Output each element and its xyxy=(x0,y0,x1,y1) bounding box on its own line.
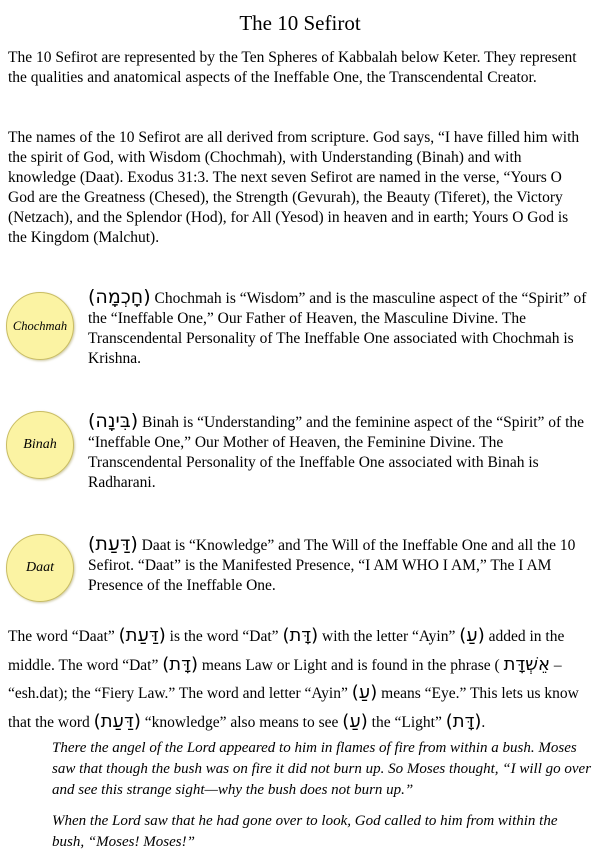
hebrew-word: (עַ) xyxy=(459,625,485,646)
scripture-quote-2: When the Lord saw that he had gone over to look, God called to him from within the bush, “Moses! Moses!” xyxy=(52,813,558,850)
sphere-label: Chochmah xyxy=(12,319,68,333)
text-run: . xyxy=(481,713,486,731)
hebrew-word: אֵשְׁדָּת xyxy=(503,653,551,675)
hebrew-word: (דָּת) xyxy=(162,653,198,675)
sefira-description xyxy=(88,534,594,596)
description-text: Daat is “Knowledge” and The Will of the Ineffable One and all the 10 Sefirot. “Daat” is the Manifested Presence, “I AM WHO I AM,” The I AM Presence of the Ineffable One. xyxy=(88,537,576,594)
daat-sphere xyxy=(6,534,74,602)
sefira-description xyxy=(88,411,594,493)
sphere-label: Daat xyxy=(26,560,54,575)
daat-word-paragraph xyxy=(8,622,594,736)
hebrew-word: (בִּינָה) xyxy=(88,410,139,432)
text-run: is the word “Dat” xyxy=(165,628,283,645)
scripture-quote-1: There the angel of the Lord appeared to him in flames of fire from within a bush. Moses saw that though the bush was on fire it did not burn up. So Moses thought, “I will go over and see this strange sight—why the bush does not burn up.” xyxy=(52,740,592,798)
text-run: – “esh.dat); the “Fiery Law.” The word and letter “Ayin” xyxy=(8,656,562,702)
hebrew-word: (דָּת) xyxy=(445,710,482,732)
page-title: The 10 Sefirot xyxy=(239,11,361,35)
description-text: Binah is “Understanding” and the feminine aspect of the “Spirit” of the “Ineffable One,” Our Mother of Heaven, the Feminine Divine. The Transcendental Personality of the Ineffable One associated with Binah is Radharani. xyxy=(88,414,585,491)
hebrew-word: (דַּעַת) xyxy=(118,625,166,646)
hebrew-word: (דַּעַת) xyxy=(93,710,141,732)
hebrew-word: (חָכְמָה) xyxy=(88,286,151,308)
hebrew-word: (דָּת) xyxy=(282,625,319,646)
description-text: Chochmah is “Wisdom” and is the masculine aspect of the “Spirit” of the “Ineffable One,” Our Father of Heaven, the Masculine Divine. The Transcendental Personality of The Ineffable One associated with Chochmah is Krishna. xyxy=(88,290,587,367)
text-run: added in the middle. The word “Dat” xyxy=(8,628,565,674)
text-run: means Law or Light and is found in the phrase ( xyxy=(197,656,504,674)
hebrew-word: (עַ) xyxy=(351,682,378,703)
sefira-description xyxy=(88,287,594,369)
intro-paragraph-2: The names of the 10 Sefirot are all derived from scripture. God says, “I have filled him with the spirit of God, with Wisdom (Chochmah), with Understanding (Binah) and with knowledge (Daat). Exodus 31:3. The next seven Sefirot are named in the verse, “Yours O God are the Greatness (Chesed), the Strength (Gevurah), the Beauty (Tiferet), the Victory (Netzach), and the Splendor (Hod), for All (Yesod) in heaven and in earth; Yours O God is the Kingdom (Malchut). xyxy=(8,129,580,246)
text-run: means “Eye.” This lets us know that the word xyxy=(8,685,579,731)
text-run: “knowledge” also means to see xyxy=(140,713,343,731)
sphere-label: Binah xyxy=(23,437,57,452)
text-run: the “Light” xyxy=(367,713,446,731)
chochmah-sphere xyxy=(6,292,74,360)
binah-sphere xyxy=(6,411,74,479)
text-run: with the letter “Ayin” xyxy=(318,628,460,645)
hebrew-word: (עַ) xyxy=(342,710,368,732)
hebrew-word: (דַּעַת) xyxy=(88,533,138,555)
intro-paragraph-1: The 10 Sefirot are represented by the Ten Spheres of Kabbalah below Keter. They represent the qualities and anatomical aspects of the Ineffable One, the Transcendental Creator. xyxy=(8,49,577,86)
text-run: The word “Daat” xyxy=(8,628,119,645)
